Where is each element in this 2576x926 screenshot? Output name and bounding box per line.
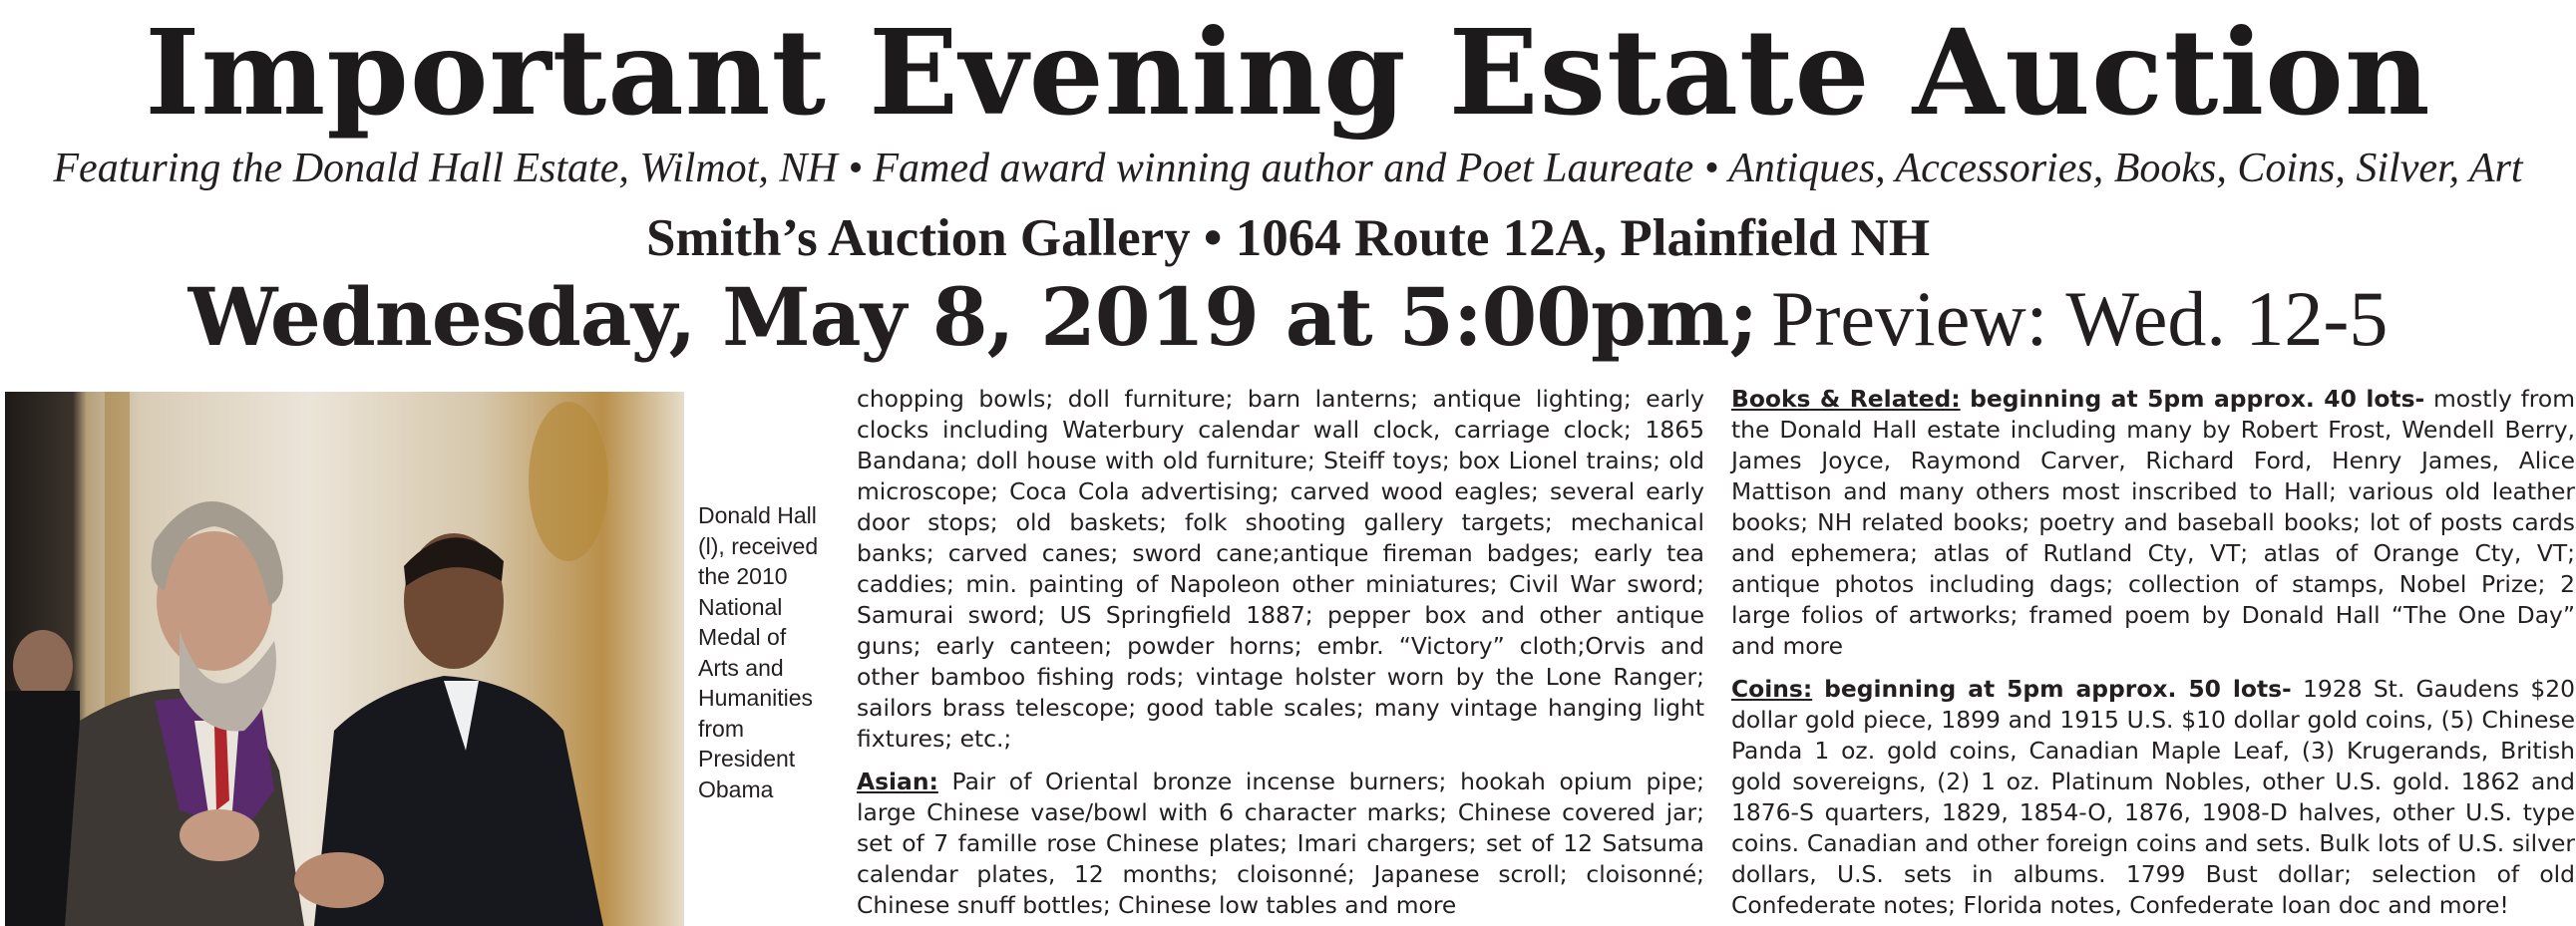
asian-paragraph	[857, 767, 1704, 921]
books-text: mostly from the Donald Hall estate including many by Robert Frost, Wendell Berry, James Joyce, Raymond Carver, Richard Ford, Henry James, Alice Mattison and many others most inscribed to Hall; various old leather books; NH related books; poetry and baseball books; lot of posts cards and ephemera; atlas of Rutland Cty, VT; atlas of Orange Cty, VT; antique photos including dags; collection of stamps, Nobel Prize; 2 large folios of artworks; framed poem by Donald Hall “The One Day” and more	[1731, 385, 2575, 660]
photo-illustration	[5, 392, 684, 926]
books-paragraph	[1731, 384, 2575, 662]
subtitle: Featuring the Donald Hall Estate, Wilmot, NH • Famed award winning author and Poet Laureate • Antiques, Accessories, Books, Coins, Silver, Art	[53, 146, 2523, 191]
venue-line: Smith’s Auction Gallery • 1064 Route 12A, Plainfield NH	[645, 209, 1931, 267]
items-paragraph: chopping bowls; doll furniture; barn lanterns; antique lighting; early clocks including Waterbury calendar wall clock, carriage clock; 1865 Bandana; doll house with old furniture; Steiff toys; box Lionel trains; old microscope; Coca Cola advertising; carved wood eagles; several early door stops; old baskets; folk shooting gallery targets; mechanical banks; carved canes; sword cane;antique fireman badges; early tea caddies; min. painting of Napoleon other miniatures; Civil War sword; Samurai sword; US Springfield 1887; pepper box and other antique guns; early canteen; powder horns; embr. “Victory” cloth;Orvis and other bamboo fishing rods; vintage holster worn by the Lone Ranger; sailors brass telescope; good table scales; many vintage hanging light fixtures; etc.;	[857, 385, 1704, 753]
preview-time: Preview: Wed. 12-5	[1771, 275, 2389, 362]
photo-caption: Donald Hall (l), received the 2010 National Medal of Arts and Humanities from President Obama	[698, 502, 819, 802]
middle-column	[857, 384, 1704, 921]
date-line	[0, 262, 2576, 396]
books-heading: Books & Related:	[1731, 385, 1961, 413]
asian-text: Pair of Oriental bronze incense burners; hookah opium pipe; large Chinese vase/bowl with 6 character marks; Chinese covered jar; set of 7 famille rose Chinese plates; Imari chargers; set of 12 Satsuma calendar plates, 12 months; cloisonné; Japanese scroll; cloisonné; Chinese snuff bottles; Chinese low tables and more	[857, 768, 1704, 919]
auction-date: Wednesday, May 8, 2019 at 5:00pm;	[187, 270, 1758, 364]
asian-heading: Asian:	[857, 768, 938, 795]
award-photo	[5, 392, 684, 926]
books-lead: beginning at 5pm approx. 40 lots-	[1960, 385, 2425, 413]
coins-lead: beginning at 5pm approx. 50 lots-	[1812, 675, 2292, 703]
coins-heading: Coins:	[1731, 675, 1813, 703]
coins-text: 1928 St. Gaudens $20 dollar gold piece, 1899 and 1915 U.S. $10 dollar gold coins, (5) Chinese Panda 1 oz. gold coins, Canadian Maple Leaf, (3) Krugerands, British gold sovereigns, (2) 1 oz. Platinum Nobles, other U.S. gold. 1862 and 1876-S quarters, 1829, 1854-O, 1876, 1908-D halves, other U.S. type coins. Canadian and other foreign coins and sets. Bulk lots of U.S. silver dollars, U.S. sets in albums. 1799 Bust dollar; selection of old Confederate notes; Florida notes, Confederate loan doc and more!	[1731, 675, 2576, 919]
coins-paragraph	[1731, 674, 2575, 921]
page-title: Important Evening Estate Auction	[145, 3, 2431, 142]
right-column	[1731, 384, 2575, 921]
